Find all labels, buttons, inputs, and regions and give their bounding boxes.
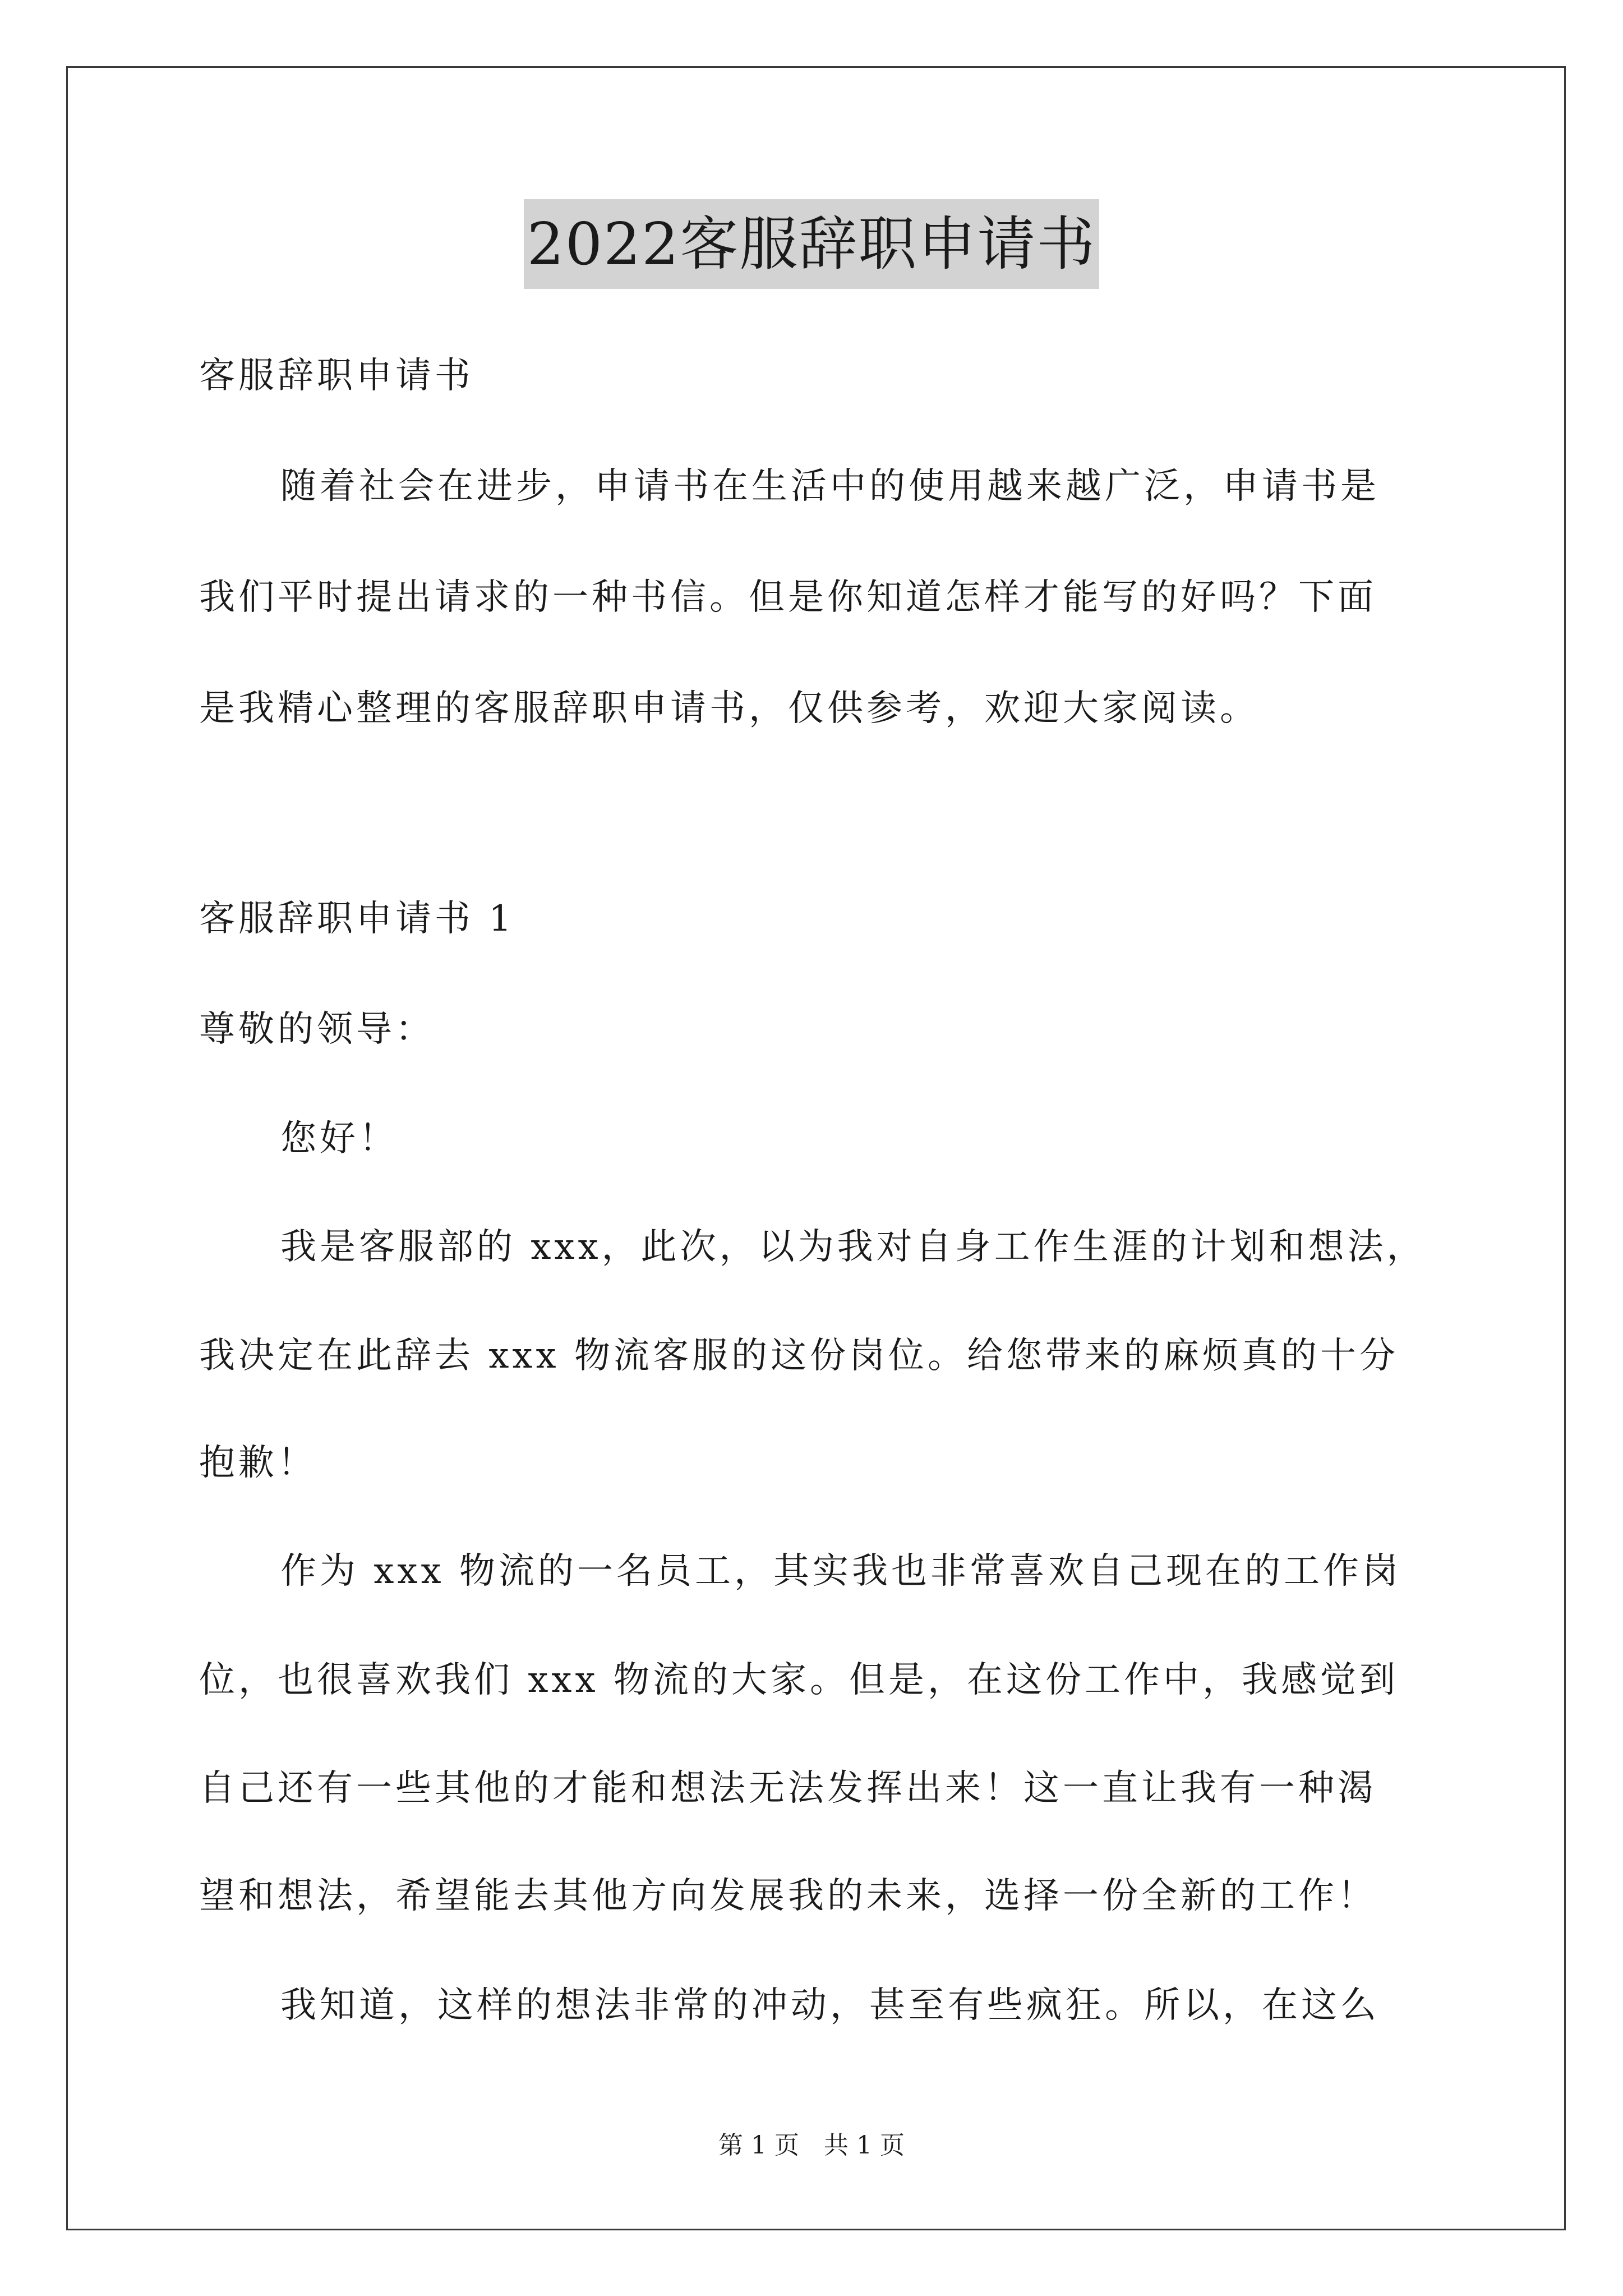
greeting: 您好！ (280, 1118, 398, 1159)
body-line-8: 我知道，这样的想法非常的冲动，甚至有些疯狂。所以，在这么 (280, 1985, 1380, 2026)
salutation: 尊敬的领导： (199, 1009, 435, 1050)
body-line-5: 位，也很喜欢我们 xxx 物流的大家。但是，在这份工作中，我感觉到 (199, 1659, 1399, 1701)
body-line-7: 望和想法，希望能去其他方向发展我的未来，选择一份全新的工作！ (199, 1875, 1377, 1917)
body-line-1: 我是客服部的 xxx，此次，以为我对自身工作生涯的计划和想法， (280, 1226, 1426, 1268)
body-line-2: 我决定在此辞去 xxx 物流客服的这份岗位。给您带来的麻烦真的十分 (199, 1335, 1399, 1377)
body-line-6: 自己还有一些其他的才能和想法无法发挥出来！这一直让我有一种渴 (199, 1768, 1377, 1809)
body-line-3: 抱歉！ (199, 1442, 317, 1484)
body-line-4: 作为 xxx 物流的一名员工，其实我也非常喜欢自己现在的工作岗 (280, 1550, 1401, 1592)
intro-line-1: 随着社会在进步，申请书在生活中的使用越来越广泛，申请书是 (280, 466, 1380, 507)
document-title: 2022客服辞职申请书 (524, 199, 1100, 289)
title-container (0, 199, 1623, 289)
intro-line-3: 是我精心整理的客服辞职申请书，仅供参考，欢迎大家阅读。 (199, 688, 1259, 729)
subtitle: 客服辞职申请书 (199, 355, 474, 397)
page-footer: 第 1 页 共 1 页 (718, 2131, 905, 2160)
section-heading: 客服辞职申请书 1 (199, 898, 515, 940)
intro-line-2: 我们平时提出请求的一种书信。但是你知道怎样才能写的好吗？下面 (199, 577, 1377, 618)
